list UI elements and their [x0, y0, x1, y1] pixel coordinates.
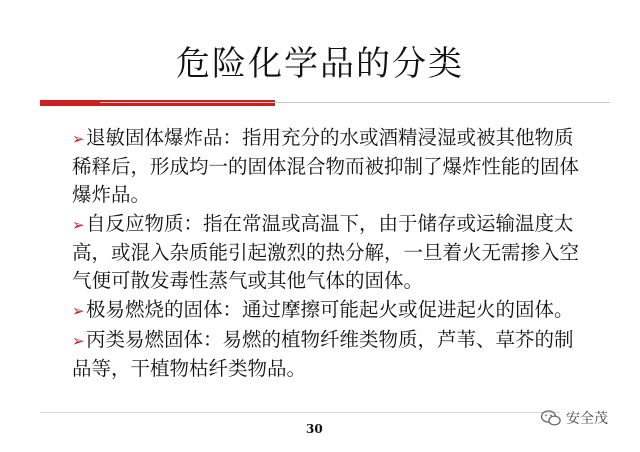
title-accent-bar — [40, 100, 275, 106]
list-item — [72, 296, 592, 325]
arrow-bullet-icon: ➢ — [72, 332, 85, 350]
watermark — [540, 408, 608, 428]
list-item-text: 极易燃烧的固体：通过摩擦可能起火或促进起火的固体。 — [86, 298, 574, 321]
arrow-bullet-icon: ➢ — [72, 130, 85, 148]
list-item — [72, 124, 592, 209]
list-item-text: 自反应物质：指在常温或高温下，由于储存或运输温度太高，或混入杂质能引起激烈的热分解，一旦着火无需掺入空气便可散发毒性蒸气或其他气体的固体。 — [72, 212, 580, 292]
arrow-bullet-icon: ➢ — [72, 302, 85, 320]
title-divider — [100, 102, 610, 103]
list-item — [72, 210, 592, 295]
list-item-text: 丙类易燃固体：易燃的植物纤维类物质，芦苇、草芥的制品等，干植物枯纤类物品。 — [72, 328, 574, 380]
wechat-icon — [540, 409, 562, 427]
watermark-text: 安全茂 — [566, 411, 608, 427]
page-number: 30 — [306, 422, 323, 436]
slide-title: 危险化学品的分类 — [176, 44, 464, 84]
bullet-list — [72, 124, 592, 384]
list-item-text: 退敏固体爆炸品：指用充分的水或酒精浸湿或被其他物质稀释后，形成均一的固体混合物而被抑制了爆炸性能的固体爆炸品。 — [72, 126, 580, 206]
arrow-bullet-icon: ➢ — [72, 216, 85, 234]
list-item — [72, 326, 592, 383]
footer-divider — [40, 412, 560, 413]
